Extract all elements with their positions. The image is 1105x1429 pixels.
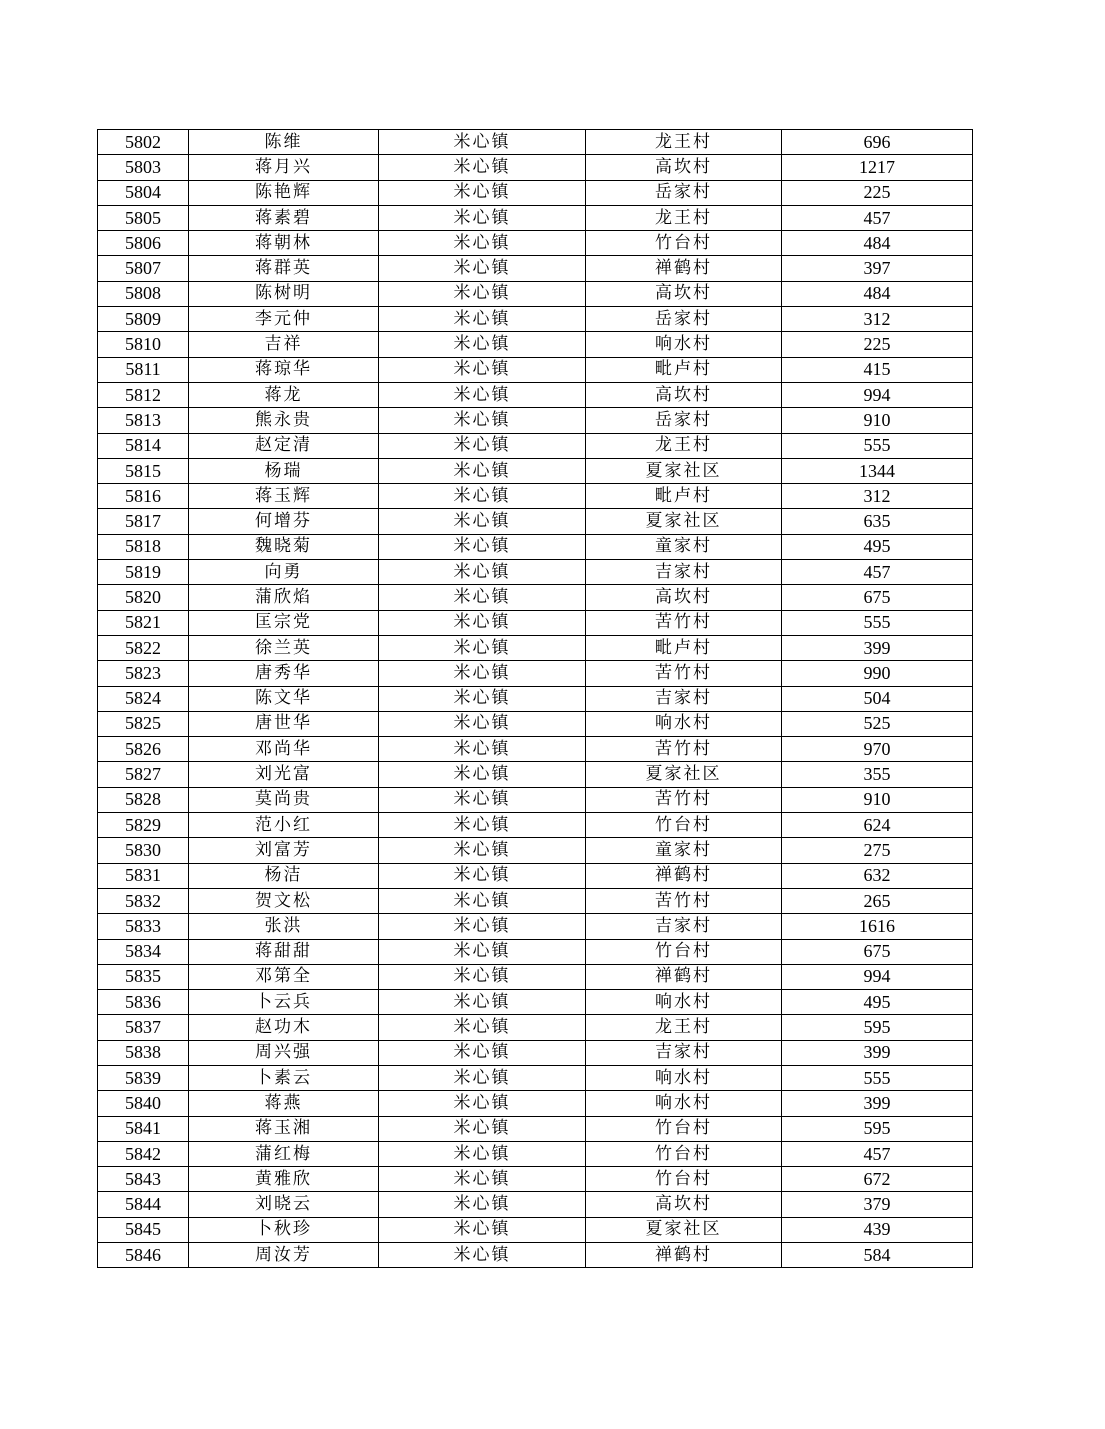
town-cell: 米心镇	[379, 888, 586, 913]
name-cell: 陈艳辉	[189, 180, 379, 205]
table-row	[98, 484, 973, 509]
table-row	[98, 509, 973, 534]
town-cell: 米心镇	[379, 180, 586, 205]
town-cell: 米心镇	[379, 1116, 586, 1141]
town-cell: 米心镇	[379, 382, 586, 407]
town-cell: 米心镇	[379, 560, 586, 585]
name-cell: 蒋龙	[189, 382, 379, 407]
town-cell: 米心镇	[379, 1091, 586, 1116]
amount-cell: 555	[782, 433, 973, 458]
row-number-cell: 5812	[98, 382, 189, 407]
row-number-cell: 5809	[98, 307, 189, 332]
village-cell: 夏家社区	[586, 1217, 782, 1242]
row-number-cell: 5835	[98, 964, 189, 989]
amount-cell: 355	[782, 762, 973, 787]
name-cell: 魏晓菊	[189, 534, 379, 559]
town-cell: 米心镇	[379, 155, 586, 180]
village-cell: 毗卢村	[586, 357, 782, 382]
name-cell: 莫尚贵	[189, 787, 379, 812]
town-cell: 米心镇	[379, 1141, 586, 1166]
village-cell: 竹台村	[586, 231, 782, 256]
name-cell: 吉祥	[189, 332, 379, 357]
town-cell: 米心镇	[379, 914, 586, 939]
name-cell: 蒋月兴	[189, 155, 379, 180]
name-cell: 黄雅欣	[189, 1167, 379, 1192]
amount-cell: 225	[782, 332, 973, 357]
row-number-cell: 5813	[98, 408, 189, 433]
village-cell: 禅鹤村	[586, 1243, 782, 1268]
amount-cell: 994	[782, 964, 973, 989]
name-cell: 向勇	[189, 560, 379, 585]
village-cell: 苦竹村	[586, 661, 782, 686]
table-row	[98, 382, 973, 407]
table-row	[98, 914, 973, 939]
table-row	[98, 231, 973, 256]
amount-cell: 595	[782, 1015, 973, 1040]
row-number-cell: 5814	[98, 433, 189, 458]
table-row	[98, 256, 973, 281]
town-cell: 米心镇	[379, 332, 586, 357]
row-number-cell: 5827	[98, 762, 189, 787]
name-cell: 蒋燕	[189, 1091, 379, 1116]
village-cell: 高坎村	[586, 155, 782, 180]
amount-cell: 399	[782, 1040, 973, 1065]
name-cell: 周兴强	[189, 1040, 379, 1065]
name-cell: 赵功木	[189, 1015, 379, 1040]
row-number-cell: 5815	[98, 458, 189, 483]
table-row	[98, 686, 973, 711]
amount-cell: 379	[782, 1192, 973, 1217]
name-cell: 刘光富	[189, 762, 379, 787]
name-cell: 周汝芳	[189, 1243, 379, 1268]
village-cell: 童家村	[586, 838, 782, 863]
amount-cell: 397	[782, 256, 973, 281]
row-number-cell: 5805	[98, 205, 189, 230]
amount-cell: 525	[782, 711, 973, 736]
table-row	[98, 357, 973, 382]
town-cell: 米心镇	[379, 1065, 586, 1090]
row-number-cell: 5825	[98, 711, 189, 736]
table-row	[98, 964, 973, 989]
village-cell: 苦竹村	[586, 888, 782, 913]
row-number-cell: 5824	[98, 686, 189, 711]
town-cell: 米心镇	[379, 762, 586, 787]
amount-cell: 399	[782, 1091, 973, 1116]
amount-cell: 970	[782, 737, 973, 762]
town-cell: 米心镇	[379, 964, 586, 989]
name-cell: 赵定清	[189, 433, 379, 458]
name-cell: 卜秋珍	[189, 1217, 379, 1242]
table-row	[98, 1192, 973, 1217]
name-cell: 陈树明	[189, 281, 379, 306]
town-cell: 米心镇	[379, 1015, 586, 1040]
name-cell: 蒋琼华	[189, 357, 379, 382]
table-row	[98, 281, 973, 306]
row-number-cell: 5838	[98, 1040, 189, 1065]
name-cell: 贺文松	[189, 888, 379, 913]
village-cell: 高坎村	[586, 1192, 782, 1217]
amount-cell: 555	[782, 1065, 973, 1090]
table-row	[98, 433, 973, 458]
village-cell: 竹台村	[586, 813, 782, 838]
village-cell: 龙王村	[586, 433, 782, 458]
table-row	[98, 1217, 973, 1242]
table-row	[98, 534, 973, 559]
amount-cell: 504	[782, 686, 973, 711]
village-cell: 龙王村	[586, 1015, 782, 1040]
town-cell: 米心镇	[379, 509, 586, 534]
amount-cell: 910	[782, 408, 973, 433]
village-cell: 竹台村	[586, 1116, 782, 1141]
town-cell: 米心镇	[379, 357, 586, 382]
row-number-cell: 5841	[98, 1116, 189, 1141]
amount-cell: 225	[782, 180, 973, 205]
table-row	[98, 838, 973, 863]
town-cell: 米心镇	[379, 1167, 586, 1192]
amount-cell: 415	[782, 357, 973, 382]
row-number-cell: 5818	[98, 534, 189, 559]
table-row	[98, 307, 973, 332]
village-cell: 响水村	[586, 1091, 782, 1116]
table-row	[98, 130, 973, 155]
town-cell: 米心镇	[379, 863, 586, 888]
town-cell: 米心镇	[379, 635, 586, 660]
amount-cell: 495	[782, 534, 973, 559]
row-number-cell: 5804	[98, 180, 189, 205]
village-cell: 夏家社区	[586, 458, 782, 483]
row-number-cell: 5823	[98, 661, 189, 686]
name-cell: 蒋群英	[189, 256, 379, 281]
name-cell: 蒲欣焰	[189, 585, 379, 610]
amount-cell: 595	[782, 1116, 973, 1141]
amount-cell: 990	[782, 661, 973, 686]
amount-cell: 696	[782, 130, 973, 155]
name-cell: 陈文华	[189, 686, 379, 711]
town-cell: 米心镇	[379, 281, 586, 306]
table-row	[98, 1167, 973, 1192]
amount-cell: 584	[782, 1243, 973, 1268]
amount-cell: 1217	[782, 155, 973, 180]
row-number-cell: 5821	[98, 610, 189, 635]
village-cell: 龙王村	[586, 205, 782, 230]
amount-cell: 439	[782, 1217, 973, 1242]
amount-cell: 312	[782, 484, 973, 509]
town-cell: 米心镇	[379, 661, 586, 686]
amount-cell: 484	[782, 231, 973, 256]
amount-cell: 495	[782, 990, 973, 1015]
name-cell: 杨洁	[189, 863, 379, 888]
row-number-cell: 5810	[98, 332, 189, 357]
town-cell: 米心镇	[379, 1217, 586, 1242]
table-row	[98, 711, 973, 736]
amount-cell: 484	[782, 281, 973, 306]
amount-cell: 265	[782, 888, 973, 913]
name-cell: 李元仲	[189, 307, 379, 332]
row-number-cell: 5844	[98, 1192, 189, 1217]
town-cell: 米心镇	[379, 585, 586, 610]
row-number-cell: 5845	[98, 1217, 189, 1242]
name-cell: 邓第全	[189, 964, 379, 989]
village-cell: 岳家村	[586, 307, 782, 332]
row-number-cell: 5822	[98, 635, 189, 660]
amount-cell: 457	[782, 205, 973, 230]
row-number-cell: 5830	[98, 838, 189, 863]
village-cell: 吉家村	[586, 686, 782, 711]
table-row	[98, 813, 973, 838]
amount-cell: 555	[782, 610, 973, 635]
table-row	[98, 585, 973, 610]
town-cell: 米心镇	[379, 205, 586, 230]
village-cell: 响水村	[586, 990, 782, 1015]
village-cell: 岳家村	[586, 180, 782, 205]
town-cell: 米心镇	[379, 939, 586, 964]
row-number-cell: 5817	[98, 509, 189, 534]
table-row	[98, 332, 973, 357]
name-cell: 唐世华	[189, 711, 379, 736]
town-cell: 米心镇	[379, 610, 586, 635]
row-number-cell: 5829	[98, 813, 189, 838]
village-cell: 竹台村	[586, 1167, 782, 1192]
row-number-cell: 5839	[98, 1065, 189, 1090]
town-cell: 米心镇	[379, 433, 586, 458]
name-cell: 蒋玉湘	[189, 1116, 379, 1141]
name-cell: 蒋朝林	[189, 231, 379, 256]
row-number-cell: 5806	[98, 231, 189, 256]
row-number-cell: 5807	[98, 256, 189, 281]
row-number-cell: 5802	[98, 130, 189, 155]
name-cell: 刘晓云	[189, 1192, 379, 1217]
village-cell: 苦竹村	[586, 787, 782, 812]
table-row	[98, 610, 973, 635]
town-cell: 米心镇	[379, 130, 586, 155]
village-cell: 竹台村	[586, 1141, 782, 1166]
name-cell: 张洪	[189, 914, 379, 939]
town-cell: 米心镇	[379, 686, 586, 711]
name-cell: 蒋甜甜	[189, 939, 379, 964]
village-cell: 高坎村	[586, 281, 782, 306]
name-cell: 范小红	[189, 813, 379, 838]
row-number-cell: 5837	[98, 1015, 189, 1040]
village-cell: 响水村	[586, 711, 782, 736]
name-cell: 杨瑞	[189, 458, 379, 483]
data-table	[97, 129, 973, 1268]
name-cell: 卜云兵	[189, 990, 379, 1015]
amount-cell: 632	[782, 863, 973, 888]
amount-cell: 1344	[782, 458, 973, 483]
name-cell: 蒋玉辉	[189, 484, 379, 509]
name-cell: 唐秀华	[189, 661, 379, 686]
village-cell: 响水村	[586, 332, 782, 357]
table-row	[98, 180, 973, 205]
table-row	[98, 888, 973, 913]
town-cell: 米心镇	[379, 711, 586, 736]
table-row	[98, 990, 973, 1015]
village-cell: 毗卢村	[586, 484, 782, 509]
town-cell: 米心镇	[379, 534, 586, 559]
town-cell: 米心镇	[379, 484, 586, 509]
village-cell: 童家村	[586, 534, 782, 559]
village-cell: 吉家村	[586, 560, 782, 585]
table-row	[98, 205, 973, 230]
row-number-cell: 5803	[98, 155, 189, 180]
table-row	[98, 560, 973, 585]
town-cell: 米心镇	[379, 1040, 586, 1065]
amount-cell: 312	[782, 307, 973, 332]
table-row	[98, 155, 973, 180]
amount-cell: 399	[782, 635, 973, 660]
name-cell: 卜素云	[189, 1065, 379, 1090]
village-cell: 吉家村	[586, 1040, 782, 1065]
town-cell: 米心镇	[379, 1243, 586, 1268]
amount-cell: 675	[782, 939, 973, 964]
row-number-cell: 5836	[98, 990, 189, 1015]
name-cell: 刘富芳	[189, 838, 379, 863]
town-cell: 米心镇	[379, 813, 586, 838]
table-row	[98, 737, 973, 762]
town-cell: 米心镇	[379, 256, 586, 281]
amount-cell: 457	[782, 560, 973, 585]
name-cell: 徐兰英	[189, 635, 379, 660]
village-cell: 响水村	[586, 1065, 782, 1090]
row-number-cell: 5826	[98, 737, 189, 762]
table-row	[98, 863, 973, 888]
table-row	[98, 661, 973, 686]
village-cell: 禅鹤村	[586, 863, 782, 888]
town-cell: 米心镇	[379, 838, 586, 863]
amount-cell: 624	[782, 813, 973, 838]
row-number-cell: 5828	[98, 787, 189, 812]
name-cell: 陈维	[189, 130, 379, 155]
village-cell: 夏家社区	[586, 509, 782, 534]
table-body	[98, 130, 973, 1268]
village-cell: 夏家社区	[586, 762, 782, 787]
row-number-cell: 5846	[98, 1243, 189, 1268]
row-number-cell: 5820	[98, 585, 189, 610]
amount-cell: 275	[782, 838, 973, 863]
table-row	[98, 1116, 973, 1141]
table-row	[98, 408, 973, 433]
row-number-cell: 5843	[98, 1167, 189, 1192]
row-number-cell: 5831	[98, 863, 189, 888]
amount-cell: 910	[782, 787, 973, 812]
amount-cell: 994	[782, 382, 973, 407]
amount-cell: 675	[782, 585, 973, 610]
village-cell: 竹台村	[586, 939, 782, 964]
village-cell: 苦竹村	[586, 610, 782, 635]
village-cell: 禅鹤村	[586, 964, 782, 989]
row-number-cell: 5816	[98, 484, 189, 509]
name-cell: 蒲红梅	[189, 1141, 379, 1166]
town-cell: 米心镇	[379, 787, 586, 812]
village-cell: 龙王村	[586, 130, 782, 155]
row-number-cell: 5833	[98, 914, 189, 939]
village-cell: 毗卢村	[586, 635, 782, 660]
row-number-cell: 5840	[98, 1091, 189, 1116]
village-cell: 吉家村	[586, 914, 782, 939]
village-cell: 苦竹村	[586, 737, 782, 762]
name-cell: 匡宗党	[189, 610, 379, 635]
row-number-cell: 5811	[98, 357, 189, 382]
table-row	[98, 1065, 973, 1090]
table-row	[98, 762, 973, 787]
table-row	[98, 458, 973, 483]
table-row	[98, 1040, 973, 1065]
town-cell: 米心镇	[379, 408, 586, 433]
table-row	[98, 787, 973, 812]
town-cell: 米心镇	[379, 231, 586, 256]
row-number-cell: 5832	[98, 888, 189, 913]
town-cell: 米心镇	[379, 990, 586, 1015]
town-cell: 米心镇	[379, 307, 586, 332]
amount-cell: 457	[782, 1141, 973, 1166]
table-row	[98, 1243, 973, 1268]
village-cell: 高坎村	[586, 585, 782, 610]
village-cell: 禅鹤村	[586, 256, 782, 281]
village-cell: 岳家村	[586, 408, 782, 433]
name-cell: 熊永贵	[189, 408, 379, 433]
amount-cell: 672	[782, 1167, 973, 1192]
name-cell: 邓尚华	[189, 737, 379, 762]
amount-cell: 635	[782, 509, 973, 534]
name-cell: 何增芬	[189, 509, 379, 534]
village-cell: 高坎村	[586, 382, 782, 407]
town-cell: 米心镇	[379, 737, 586, 762]
row-number-cell: 5808	[98, 281, 189, 306]
town-cell: 米心镇	[379, 1192, 586, 1217]
table-row	[98, 1091, 973, 1116]
town-cell: 米心镇	[379, 458, 586, 483]
table-row	[98, 939, 973, 964]
table-row	[98, 1015, 973, 1040]
row-number-cell: 5819	[98, 560, 189, 585]
amount-cell: 1616	[782, 914, 973, 939]
name-cell: 蒋素碧	[189, 205, 379, 230]
table-row	[98, 635, 973, 660]
table-row	[98, 1141, 973, 1166]
row-number-cell: 5834	[98, 939, 189, 964]
row-number-cell: 5842	[98, 1141, 189, 1166]
